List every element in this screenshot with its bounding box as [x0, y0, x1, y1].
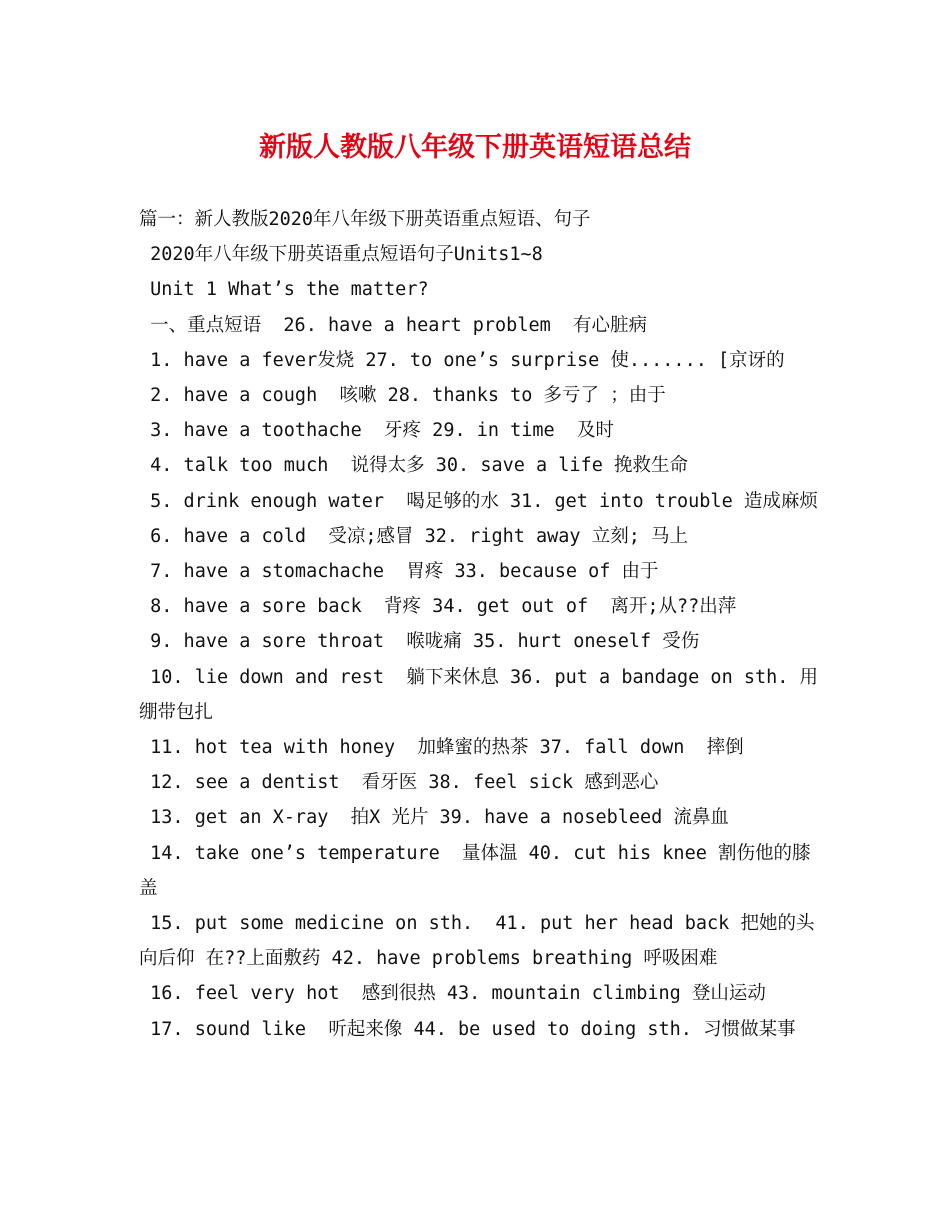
phrase-line: 3. have a toothache 牙疼 29. in time 及时 — [139, 420, 614, 442]
phrase-line: 9. have a sore throat 喉咙痛 35. hurt oneself 受伤 — [139, 631, 700, 653]
phrase-line: 4. talk too much 说得太多 30. save a life 挽救生命 — [139, 455, 688, 477]
phrase-line: 16. feel very hot 感到很热 43. mountain climbing 登山运动 — [139, 983, 766, 1005]
phrase-line: 13. get an X-ray 拍X 光片 39. have a nosebleed 流鼻血 — [139, 807, 729, 829]
phrase-line: 10. lie down and rest 躺下来休息 36. put a bandage on sth. 用绷带包扎 — [139, 666, 819, 723]
phrase-line: 6. have a cold 受凉;感冒 32. right away 立刻; 马上 — [139, 525, 688, 547]
phrase-line: 14. take one’s temperature 量体温 40. cut his knee 割伤他的膝盖 — [139, 842, 811, 899]
page-title: 新版人教版八年级下册英语短语总结 — [259, 132, 691, 163]
phrase-line: 12. see a dentist 看牙医 38. feel sick 感到恶心 — [139, 772, 659, 794]
phrase-line: 2. have a cough 咳嗽 28. thanks to 多亏了 ；由于 — [139, 385, 666, 407]
phrase-line: 5. drink enough water 喝足够的水 31. get into trouble 造成麻烦 — [139, 490, 818, 512]
phrase-line: 1. have a fever发烧 27. to one’s surprise 使....... [京讶的 — [139, 349, 785, 371]
phrase-line: 15. put some medicine on sth. 41. put her head back 把她的头向后仰 在??上面敷药 42. have problems breathing 呼吸困难 — [139, 913, 815, 970]
section-heading: 篇一：新人教版2020年八年级下册英语重点短语、句子 — [139, 209, 591, 230]
phrase-line: 11. hot tea with honey 加蜂蜜的热茶 37. fall down 摔倒 — [139, 737, 744, 759]
document-body — [139, 202, 819, 1047]
phrase-line: 8. have a sore back 背疼 34. get out of 离开;从??出萍 — [139, 596, 737, 618]
subheading: 2020年八年级下册英语重点短语句子Units1~8 — [139, 244, 543, 266]
unit-heading: Unit 1 What’s the matter? — [139, 279, 429, 301]
phrase-line: 17. sound like 听起来像 44. be used to doing sth. 习惯做某事 — [139, 1018, 796, 1040]
phrase-line: 7. have a stomachache 胃疼 33. because of 由于 — [139, 561, 659, 583]
phrase-line: 一、重点短语 26. have a heart problem 有心脏病 — [139, 314, 648, 336]
